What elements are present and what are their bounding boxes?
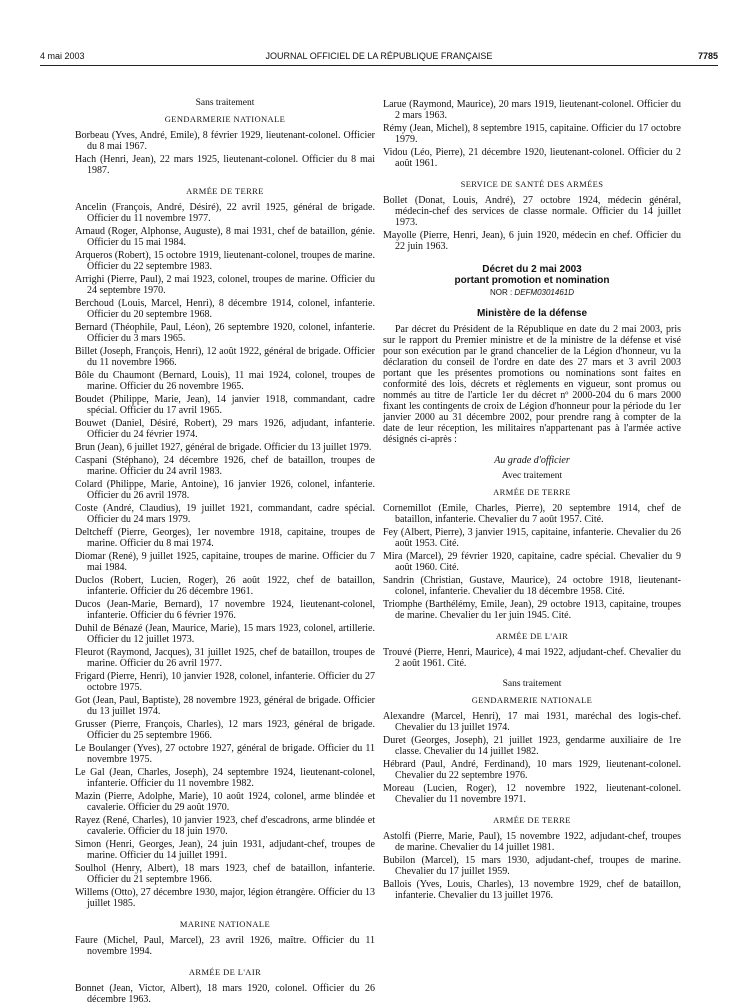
subsection-heading: Sans traitement <box>195 98 255 108</box>
list-item: Hach (Henri, Jean), 22 mars 1925, lieutenant-colonel. Officier du 8 mai 1987. <box>75 154 375 176</box>
spacer <box>383 807 681 815</box>
list-item: Berchoud (Louis, Marcel, Henri), 8 décembre 1914, colonel, infanterie. Officier du 20 septembre 1968. <box>75 298 375 320</box>
list-item: Got (Jean, Paul, Baptiste), 28 novembre 1923, général de brigade. Officier du 13 juillet 1974. <box>75 695 375 717</box>
list-item: Grusser (Pierre, François, Charles), 12 mars 1923, général de brigade. Officier du 25 septembre 1966. <box>75 719 375 741</box>
list-item: Moreau (Lucien, Roger), 12 novembre 1922, lieutenant-colonel. Chevalier du 11 novembre 1971. <box>383 783 681 805</box>
nor-label: NOR : <box>489 288 515 297</box>
list-item: Cornemillot (Emile, Charles, Pierre), 20 septembre 1914, chef de bataillon, infanterie. Chevalier du 7 août 1957. Cité. <box>383 503 681 525</box>
list-item: Mayolle (Pierre, Henri, Jean), 6 juin 1920, médecin en chef. Officier du 22 juin 1963. <box>383 230 681 252</box>
section-heading: ARMÉE DE L'AIR <box>188 967 262 977</box>
list-item: Le Boulanger (Yves), 27 octobre 1927, général de brigade. Officier du 11 novembre 1975. <box>75 743 375 765</box>
subsection-heading: Avec traitement <box>501 471 563 481</box>
section-heading: ARMÉE DE TERRE <box>493 815 571 825</box>
nor-reference <box>383 287 681 298</box>
spacer <box>383 298 681 308</box>
list-item: Frigard (Pierre, Henri), 10 janvier 1928, colonel, infanterie. Officier du 27 octobre 1975. <box>75 671 375 693</box>
header-rule <box>40 65 718 66</box>
list-item: Billet (Joseph, François, Henri), 12 août 1922, général de brigade. Officier du 11 novembre 1966. <box>75 346 375 368</box>
list-item: Vidou (Léo, Pierre), 21 décembre 1920, lieutenant-colonel. Officier du 2 août 1961. <box>383 147 681 169</box>
list-item: Sandrin (Christian, Gustave, Maurice), 24 octobre 1918, lieutenant-colonel, infanterie. Chevalier du 18 décembre 1958. Cité. <box>383 575 681 597</box>
list-item: Rayez (René, Charles), 10 janvier 1923, chef d'escadrons, arme blindée et cavalerie. Officier du 18 juin 1970. <box>75 815 375 837</box>
list-item: Le Gal (Jean, Charles, Joseph), 24 septembre 1924, lieutenant-colonel, infanterie. Officier du 11 novembre 1982. <box>75 767 375 789</box>
list-item: Mira (Marcel), 29 février 1920, capitaine, cadre spécial. Chevalier du 9 août 1960. Cité. <box>383 551 681 573</box>
decree-title: portant promotion et nomination <box>454 275 610 286</box>
list-item: Hébrard (Paul, André, Ferdinand), 10 mars 1929, lieutenant-colonel. Chevalier du 22 septembre 1976. <box>383 759 681 781</box>
list-item: Colard (Philippe, Marie, Antoine), 16 janvier 1926, colonel, infanterie. Officier du 26 avril 1978. <box>75 479 375 501</box>
list-item: Boudet (Philippe, Marie, Jean), 14 janvier 1918, commandant, cadre spécial. Officier du 17 avril 1965. <box>75 394 375 416</box>
subsection-heading: Sans traitement <box>502 679 562 689</box>
spacer <box>383 254 681 264</box>
decree-paragraph: Par décret du Président de la République en date du 2 mai 2003, pris sur le rapport du Premier ministre et de la ministre de la défense et visé pour son exécution par le grand chancelier de la Légion d'honneur, vu la déclaration du conseil de l'ordre en date des 27 mars et 3 avril 2003 portant que les présentes promotions ou nominations sont faites en conformité des lois, décrets et règlements en vigueur, sont promus ou nommés au titre de l'article 1er du décret nº 2000-204 du 6 mars 2000 fixant les contingents de croix de Légion d'honneur pour la période du 1er janvier 2000 au 31 décembre 2002, pour prendre rang à compter de la date de leur réception, les militaires n'appartenant pas à l'armée active désignés ci-après : <box>383 324 681 445</box>
page-header <box>40 51 718 65</box>
list-item: Duclos (Robert, Lucien, Roger), 26 août 1922, chef de bataillon, infanterie. Officier du 26 décembre 1961. <box>75 575 375 597</box>
header-page-number: 7785 <box>697 51 718 61</box>
list-item: Diomar (René), 9 juillet 1925, capitaine, troupes de marine. Officier du 7 mai 1984. <box>75 551 375 573</box>
nor-code: DEFM0301461D <box>514 288 575 297</box>
list-item: Ancelin (François, André, Désiré), 22 avril 1925, général de brigade. Officier du 11 novembre 1977. <box>75 202 375 224</box>
decree-title: Décret du 2 mai 2003 <box>482 264 582 275</box>
list-item: Ballois (Yves, Louis, Charles), 13 novembre 1929, chef de bataillon, infanterie. Chevalier du 13 juillet 1976. <box>383 879 681 901</box>
list-item: Alexandre (Marcel, Henri), 17 mai 1931, maréchal des logis-chef. Chevalier du 13 juillet 1974. <box>383 711 681 733</box>
list-item: Bôle du Chaumont (Bernard, Louis), 11 mai 1924, colonel, troupes de marine. Officier du 26 novembre 1965. <box>75 370 375 392</box>
list-item: Simon (Henri, Georges, Jean), 24 juin 1931, adjudant-chef, troupes de marine. Officier du 14 juillet 1991. <box>75 839 375 861</box>
list-item: Duhil de Bénazé (Jean, Maurice, Marie), 15 mars 1923, colonel, artillerie. Officier du 12 juillet 1973. <box>75 623 375 645</box>
list-item: Mazin (Pierre, Adolphe, Marie), 10 août 1924, colonel, arme blindée et cavalerie. Officier du 29 août 1970. <box>75 791 375 813</box>
list-item: Arqueros (Robert), 15 octobre 1919, lieutenant-colonel, troupes de marine. Officier du 22 septembre 1983. <box>75 250 375 272</box>
spacer <box>75 959 375 967</box>
right-column <box>383 99 681 903</box>
header-date: 4 mai 2003 <box>40 51 85 61</box>
list-item: Caspani (Stéphano), 24 décembre 1926, chef de bataillon, troupes de marine. Officier du 24 avril 1983. <box>75 455 375 477</box>
list-item: Faure (Michel, Paul, Marcel), 23 avril 1926, maître. Officier du 11 novembre 1994. <box>75 935 375 957</box>
list-item: Bernard (Théophile, Paul, Léon), 26 septembre 1920, colonel, infanterie. Officier du 3 mars 1965. <box>75 322 375 344</box>
spacer <box>75 911 375 919</box>
spacer <box>383 671 681 679</box>
section-heading: GENDARMERIE NATIONALE <box>164 114 286 124</box>
section-heading: ARMÉE DE TERRE <box>493 487 571 497</box>
list-item: Willems (Otto), 27 décembre 1930, major, légion étrangère. Officier du 13 juillet 1985. <box>75 887 375 909</box>
list-item: Borbeau (Yves, André, Emile), 8 février 1929, lieutenant-colonel. Officier du 8 mai 1967. <box>75 130 375 152</box>
list-item: Brun (Jean), 6 juillet 1927, général de brigade. Officier du 13 juillet 1979. <box>75 442 372 453</box>
section-heading: MARINE NATIONALE <box>179 919 271 929</box>
list-item: Bouwet (Daniel, Désiré, Robert), 29 mars 1926, adjudant, infanterie. Officier du 24 février 1974. <box>75 418 375 440</box>
list-item: Triomphe (Barthélémy, Emile, Jean), 29 octobre 1913, capitaine, troupes de marine. Chevalier du 1er juin 1945. Cité. <box>383 599 681 621</box>
list-item: Coste (André, Claudius), 19 juillet 1921, commandant, cadre spécial. Officier du 24 mars 1979. <box>75 503 375 525</box>
list-item: Larue (Raymond, Maurice), 20 mars 1919, lieutenant-colonel. Officier du 2 mars 1963. <box>383 99 681 121</box>
list-item: Rémy (Jean, Michel), 8 septembre 1915, capitaine. Officier du 17 octobre 1979. <box>383 123 681 145</box>
section-heading: SERVICE DE SANTÉ DES ARMÉES <box>460 179 604 189</box>
section-heading: ARMÉE DE L'AIR <box>495 631 569 641</box>
list-item: Bubilon (Marcel), 15 mars 1930, adjudant-chef, troupes de marine. Chevalier du 17 juillet 1959. <box>383 855 681 877</box>
list-item: Arnaud (Roger, Alphonse, Auguste), 8 mai 1931, chef de bataillon, génie. Officier du 15 mai 1984. <box>75 226 375 248</box>
grade-heading: Au grade d'officier <box>494 455 570 466</box>
spacer <box>75 178 375 186</box>
list-item: Duret (Georges, Joseph), 21 juillet 1923, gendarme auxiliaire de 1re classe. Chevalier du 14 juillet 1982. <box>383 735 681 757</box>
list-item: Bonnet (Jean, Victor, Albert), 18 mars 1920, colonel. Officier du 26 décembre 1963. <box>75 983 375 1005</box>
spacer <box>383 623 681 631</box>
list-item: Soulhol (Henry, Albert), 18 mars 1923, chef de bataillon, infanterie. Officier du 21 septembre 1966. <box>75 863 375 885</box>
list-item: Fey (Albert, Pierre), 3 janvier 1915, capitaine, infanterie. Chevalier du 26 août 1953. Cité. <box>383 527 681 549</box>
list-item: Fleurot (Raymond, Jacques), 31 juillet 1925, chef de bataillon, troupes de marine. Officier du 26 avril 1977. <box>75 647 375 669</box>
ministry-heading: Ministère de la défense <box>476 308 588 319</box>
spacer <box>383 445 681 455</box>
list-item: Astolfi (Pierre, Marie, Paul), 15 novembre 1922, adjudant-chef, troupes de marine. Chevalier du 14 juillet 1981. <box>383 831 681 853</box>
list-item: Deltcheff (Pierre, Georges), 1er novembre 1918, capitaine, troupes de marine. Officier du 8 mai 1974. <box>75 527 375 549</box>
list-item: Arrighi (Pierre, Paul), 2 mai 1923, colonel, troupes de marine. Officier du 24 septembre 1970. <box>75 274 375 296</box>
spacer <box>383 171 681 179</box>
section-heading: ARMÉE DE TERRE <box>186 186 264 196</box>
header-journal-title: JOURNAL OFFICIEL DE LA RÉPUBLIQUE FRANÇAISE <box>265 51 493 61</box>
list-item: Trouvé (Pierre, Henri, Maurice), 4 mai 1922, adjudant-chef. Chevalier du 2 août 1961. Cité. <box>383 647 681 669</box>
list-item: Ducos (Jean-Marie, Bernard), 17 novembre 1924, lieutenant-colonel, infanterie. Officier du 6 février 1976. <box>75 599 375 621</box>
left-column <box>75 98 375 1007</box>
list-item: Bollet (Donat, Louis, André), 27 octobre 1924, médecin général, médecin-chef des services de classe normale. Officier du 14 juillet 1973. <box>383 195 681 228</box>
section-heading: GENDARMERIE NATIONALE <box>471 695 593 705</box>
